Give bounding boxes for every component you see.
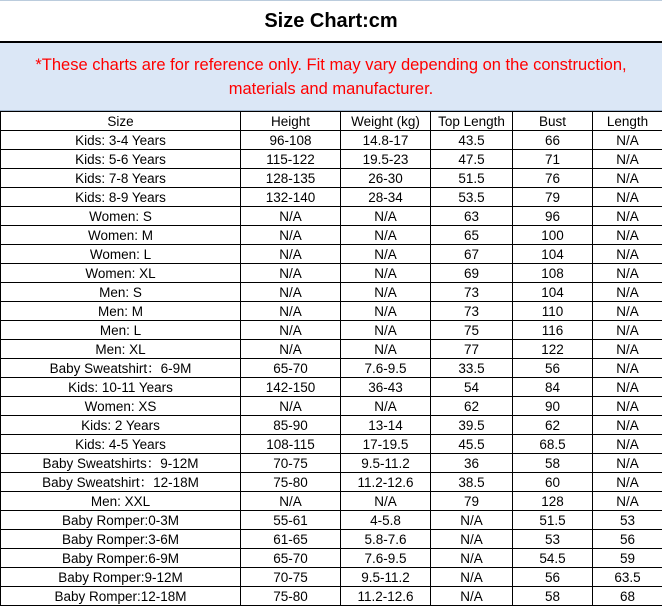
cell-length: N/A — [593, 245, 662, 264]
cell-bust: 56 — [513, 359, 593, 378]
cell-top-length: 79 — [431, 492, 513, 511]
cell-bust: 68.5 — [513, 435, 593, 454]
cell-weight: N/A — [341, 397, 431, 416]
cell-length: N/A — [593, 131, 662, 150]
cell-height: 132-140 — [241, 188, 341, 207]
table-row — [1, 226, 662, 245]
disclaimer-box — [0, 43, 662, 111]
cell-size: Women: M — [1, 226, 241, 245]
cell-weight: 14.8-17 — [341, 131, 431, 150]
cell-size: Men: M — [1, 302, 241, 321]
cell-size: Kids: 7-8 Years — [1, 169, 241, 188]
cell-weight: 9.5-11.2 — [341, 568, 431, 587]
cell-top-length: 67 — [431, 245, 513, 264]
cell-bust: 104 — [513, 245, 593, 264]
cell-length: 68 — [593, 587, 662, 606]
cell-length: 59 — [593, 549, 662, 568]
table-row — [1, 207, 662, 226]
cell-length: N/A — [593, 188, 662, 207]
cell-size: Baby Romper:3-6M — [1, 530, 241, 549]
cell-height: 128-135 — [241, 169, 341, 188]
cell-size: Kids: 8-9 Years — [1, 188, 241, 207]
cell-size: Kids: 3-4 Years — [1, 131, 241, 150]
cell-bust: 79 — [513, 188, 593, 207]
cell-height: 108-115 — [241, 435, 341, 454]
cell-bust: 58 — [513, 587, 593, 606]
cell-weight: 9.5-11.2 — [341, 454, 431, 473]
cell-weight: 11.2-12.6 — [341, 473, 431, 492]
cell-weight: 19.5-23 — [341, 150, 431, 169]
cell-top-length: 69 — [431, 264, 513, 283]
cell-length: N/A — [593, 435, 662, 454]
cell-bust: 122 — [513, 340, 593, 359]
table-row — [1, 530, 662, 549]
cell-height: 55-61 — [241, 511, 341, 530]
cell-top-length: 51.5 — [431, 169, 513, 188]
header-length: Length — [593, 112, 662, 131]
cell-top-length: 33.5 — [431, 359, 513, 378]
header-bust: Bust — [513, 112, 593, 131]
cell-length: N/A — [593, 359, 662, 378]
cell-top-length: 43.5 — [431, 131, 513, 150]
cell-weight: N/A — [341, 245, 431, 264]
cell-weight: N/A — [341, 283, 431, 302]
table-row — [1, 587, 662, 606]
cell-height: 61-65 — [241, 530, 341, 549]
cell-bust: 128 — [513, 492, 593, 511]
size-table — [0, 111, 662, 606]
cell-top-length: 39.5 — [431, 416, 513, 435]
cell-weight: 36-43 — [341, 378, 431, 397]
cell-size: Baby Sweatshirts：9-12M — [1, 454, 241, 473]
cell-size: Baby Romper:6-9M — [1, 549, 241, 568]
cell-height: N/A — [241, 397, 341, 416]
cell-height: 115-122 — [241, 150, 341, 169]
cell-top-length: N/A — [431, 587, 513, 606]
cell-size: Baby Romper:12-18M — [1, 587, 241, 606]
cell-length: N/A — [593, 340, 662, 359]
cell-bust: 54.5 — [513, 549, 593, 568]
table-row — [1, 435, 662, 454]
cell-bust: 62 — [513, 416, 593, 435]
cell-top-length: 45.5 — [431, 435, 513, 454]
cell-height: 142-150 — [241, 378, 341, 397]
cell-top-length: 54 — [431, 378, 513, 397]
cell-length: N/A — [593, 378, 662, 397]
table-row — [1, 454, 662, 473]
cell-size: Women: XL — [1, 264, 241, 283]
cell-top-length: 65 — [431, 226, 513, 245]
cell-height: 70-75 — [241, 454, 341, 473]
cell-height: 65-70 — [241, 359, 341, 378]
cell-top-length: 38.5 — [431, 473, 513, 492]
cell-weight: 5.8-7.6 — [341, 530, 431, 549]
cell-top-length: 53.5 — [431, 188, 513, 207]
cell-size: Women: L — [1, 245, 241, 264]
cell-size: Kids: 4-5 Years — [1, 435, 241, 454]
cell-size: Baby Sweatshirt：6-9M — [1, 359, 241, 378]
cell-length: N/A — [593, 264, 662, 283]
cell-size: Men: S — [1, 283, 241, 302]
header-weight: Weight (kg) — [341, 112, 431, 131]
cell-size: Kids: 10-11 Years — [1, 378, 241, 397]
cell-weight: N/A — [341, 302, 431, 321]
cell-length: N/A — [593, 492, 662, 511]
cell-top-length: N/A — [431, 511, 513, 530]
table-row — [1, 283, 662, 302]
cell-bust: 66 — [513, 131, 593, 150]
cell-length: 63.5 — [593, 568, 662, 587]
table-row — [1, 416, 662, 435]
cell-weight: N/A — [341, 207, 431, 226]
cell-height: 75-80 — [241, 473, 341, 492]
cell-top-length: 62 — [431, 397, 513, 416]
cell-size: Men: XXL — [1, 492, 241, 511]
cell-size: Kids: 2 Years — [1, 416, 241, 435]
cell-bust: 96 — [513, 207, 593, 226]
header-height: Height — [241, 112, 341, 131]
cell-height: 85-90 — [241, 416, 341, 435]
cell-top-length: N/A — [431, 568, 513, 587]
cell-length: 56 — [593, 530, 662, 549]
cell-length: N/A — [593, 454, 662, 473]
cell-height: 96-108 — [241, 131, 341, 150]
table-row — [1, 169, 662, 188]
cell-weight: 7.6-9.5 — [341, 359, 431, 378]
table-row — [1, 131, 662, 150]
header-size: Size — [1, 112, 241, 131]
table-row — [1, 321, 662, 340]
cell-length: N/A — [593, 169, 662, 188]
cell-bust: 76 — [513, 169, 593, 188]
cell-top-length: 77 — [431, 340, 513, 359]
table-row — [1, 302, 662, 321]
table-row — [1, 492, 662, 511]
cell-length: N/A — [593, 321, 662, 340]
cell-weight: 28-34 — [341, 188, 431, 207]
cell-size: Women: S — [1, 207, 241, 226]
cell-size: Women: XS — [1, 397, 241, 416]
cell-bust: 116 — [513, 321, 593, 340]
table-row — [1, 245, 662, 264]
cell-length: N/A — [593, 226, 662, 245]
cell-size: Baby Romper:9-12M — [1, 568, 241, 587]
table-row — [1, 568, 662, 587]
cell-length: 53 — [593, 511, 662, 530]
table-row — [1, 359, 662, 378]
disclaimer-note: *These charts are for reference only. Fit may vary depending on the construction, materials and manufacturer. — [35, 55, 627, 98]
cell-size: Men: L — [1, 321, 241, 340]
cell-weight: N/A — [341, 321, 431, 340]
cell-size: Baby Sweatshirt：12-18M — [1, 473, 241, 492]
cell-size: Men: XL — [1, 340, 241, 359]
cell-height: 75-80 — [241, 587, 341, 606]
page-title: Size Chart:cm — [264, 9, 398, 32]
cell-size: Kids: 5-6 Years — [1, 150, 241, 169]
cell-top-length: N/A — [431, 530, 513, 549]
table-row — [1, 397, 662, 416]
cell-height: N/A — [241, 340, 341, 359]
table-row — [1, 473, 662, 492]
cell-weight: 13-14 — [341, 416, 431, 435]
cell-top-length: 73 — [431, 283, 513, 302]
cell-bust: 71 — [513, 150, 593, 169]
cell-top-length: 73 — [431, 302, 513, 321]
cell-height: N/A — [241, 302, 341, 321]
cell-bust: 90 — [513, 397, 593, 416]
cell-height: N/A — [241, 245, 341, 264]
cell-weight: 7.6-9.5 — [341, 549, 431, 568]
cell-height: 70-75 — [241, 568, 341, 587]
cell-height: N/A — [241, 321, 341, 340]
table-row — [1, 188, 662, 207]
cell-bust: 110 — [513, 302, 593, 321]
cell-bust: 104 — [513, 283, 593, 302]
cell-bust: 84 — [513, 378, 593, 397]
cell-top-length: 63 — [431, 207, 513, 226]
cell-height: N/A — [241, 264, 341, 283]
cell-top-length: 36 — [431, 454, 513, 473]
cell-size: Baby Romper:0-3M — [1, 511, 241, 530]
cell-height: N/A — [241, 226, 341, 245]
cell-bust: 53 — [513, 530, 593, 549]
cell-length: N/A — [593, 207, 662, 226]
table-row — [1, 150, 662, 169]
cell-height: N/A — [241, 492, 341, 511]
cell-height: N/A — [241, 207, 341, 226]
cell-length: N/A — [593, 283, 662, 302]
cell-weight: 26-30 — [341, 169, 431, 188]
cell-length: N/A — [593, 302, 662, 321]
table-row — [1, 264, 662, 283]
cell-top-length: N/A — [431, 549, 513, 568]
cell-weight: 4-5.8 — [341, 511, 431, 530]
cell-weight: N/A — [341, 340, 431, 359]
cell-weight: N/A — [341, 492, 431, 511]
cell-weight: 17-19.5 — [341, 435, 431, 454]
header-top-length: Top Length — [431, 112, 513, 131]
cell-length: N/A — [593, 473, 662, 492]
table-row — [1, 378, 662, 397]
table-row — [1, 511, 662, 530]
table-body — [1, 131, 662, 606]
table-header-row — [1, 112, 662, 131]
cell-length: N/A — [593, 397, 662, 416]
cell-length: N/A — [593, 150, 662, 169]
table-row — [1, 549, 662, 568]
cell-bust: 60 — [513, 473, 593, 492]
cell-bust: 51.5 — [513, 511, 593, 530]
cell-weight: N/A — [341, 226, 431, 245]
cell-height: 65-70 — [241, 549, 341, 568]
cell-bust: 108 — [513, 264, 593, 283]
cell-bust: 100 — [513, 226, 593, 245]
cell-weight: 11.2-12.6 — [341, 587, 431, 606]
cell-height: N/A — [241, 283, 341, 302]
cell-top-length: 75 — [431, 321, 513, 340]
cell-weight: N/A — [341, 264, 431, 283]
cell-top-length: 47.5 — [431, 150, 513, 169]
cell-bust: 56 — [513, 568, 593, 587]
table-row — [1, 340, 662, 359]
cell-bust: 58 — [513, 454, 593, 473]
cell-length: N/A — [593, 416, 662, 435]
title-bar — [0, 0, 662, 43]
